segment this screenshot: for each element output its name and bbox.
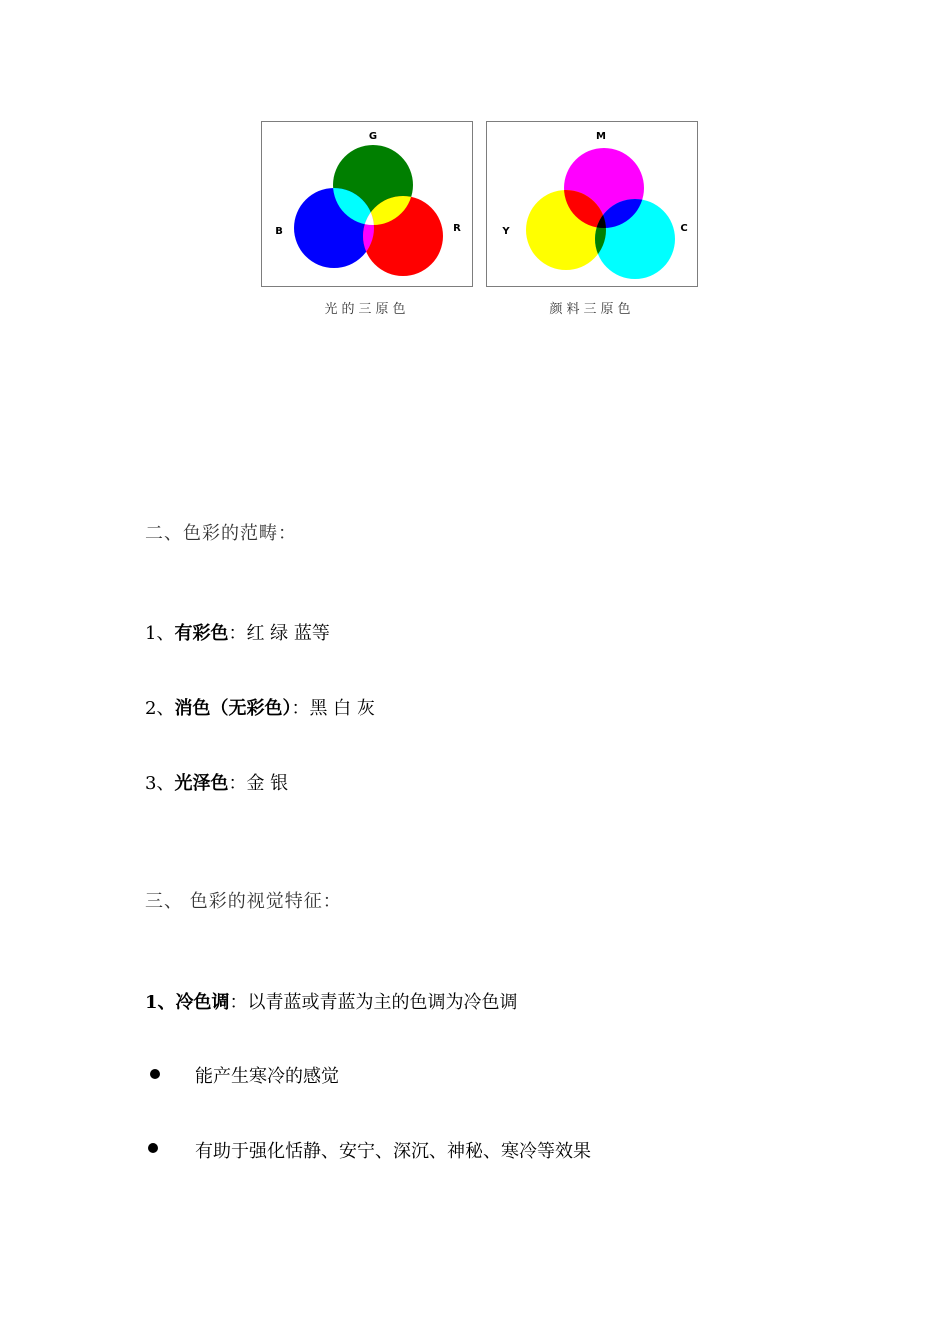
item-term: 光泽色	[174, 773, 229, 794]
light-primaries-figure	[261, 121, 473, 287]
label-g: G	[368, 131, 378, 142]
item-text: ：黑 白 灰	[291, 698, 375, 719]
bullet-icon	[148, 1143, 158, 1153]
section2-item-3	[145, 769, 288, 795]
pigment-caption: 颜料三原色	[549, 302, 635, 317]
item-number: 2、	[145, 698, 175, 719]
label-r: R	[453, 223, 461, 234]
label-m: M	[596, 131, 606, 142]
item-term: 有彩色	[174, 623, 229, 644]
bullet-item-1: 能产生寒冷的感觉	[195, 1066, 339, 1087]
bullet-item-2: 有助于强化恬静、安宁、深沉、神秘、寒冷等效果	[195, 1141, 591, 1162]
item-text: ：金 银	[228, 773, 289, 794]
bullet-icon	[150, 1069, 160, 1079]
section3-heading: 三、 色彩的视觉特征：	[145, 891, 342, 912]
light-venn-diagram	[262, 122, 474, 288]
pigment-primaries-figure	[486, 121, 698, 287]
pigment-venn-diagram	[487, 122, 699, 288]
item-text: ：红 绿 蓝等	[228, 623, 330, 644]
item-number: 1、	[145, 623, 175, 644]
item-term: 消色（无彩色）	[174, 698, 292, 719]
item-term: 冷色调	[175, 992, 230, 1013]
label-c: C	[680, 223, 688, 234]
item-text: ：以青蓝或青蓝为主的色调为冷色调	[229, 992, 518, 1013]
light-caption: 光的三原色	[324, 302, 410, 317]
label-b: B	[275, 226, 283, 237]
section2-item-1	[145, 619, 330, 645]
section3-item-1	[145, 988, 518, 1014]
section2-item-2	[145, 694, 375, 720]
section2-heading: 二、色彩的范畴：	[145, 523, 297, 544]
item-number: 3、	[145, 773, 175, 794]
item-number: 1、	[145, 992, 176, 1013]
label-y: Y	[502, 226, 510, 237]
